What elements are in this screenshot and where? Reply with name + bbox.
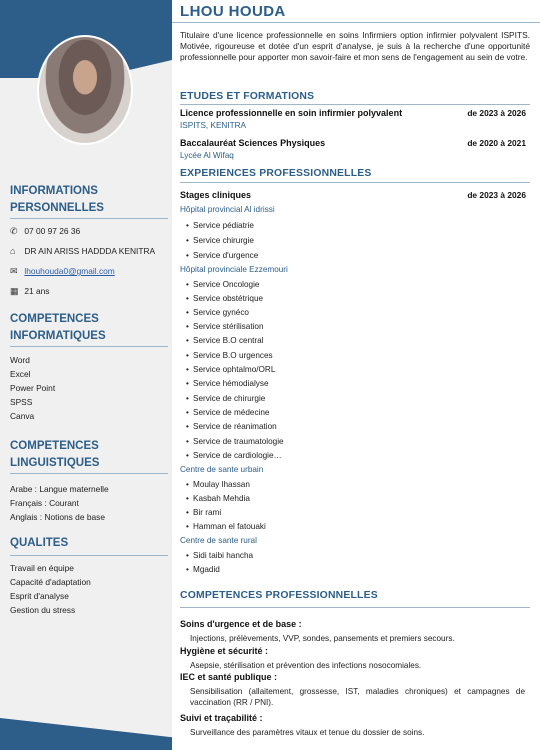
- quality: Gestion du stress: [10, 605, 76, 615]
- list-item: • Moulay lhassan: [186, 480, 250, 489]
- language: Arabe : Langue maternelle: [10, 484, 109, 494]
- education-rule: [180, 104, 530, 105]
- language: Anglais : Notions de base: [10, 512, 105, 522]
- quality: Esprit d'analyse: [10, 591, 69, 601]
- email-link[interactable]: lhouhouda0@gmail.com: [24, 266, 115, 276]
- list-item: • Bir rami: [186, 508, 222, 517]
- age: 21 ans: [24, 286, 50, 296]
- it-skill: Excel: [10, 369, 31, 379]
- age-line: [10, 286, 49, 297]
- main-content: [172, 0, 540, 750]
- school-1: ISPITS, KENITRA: [180, 121, 246, 130]
- qualities-title: QUALITES: [10, 537, 69, 549]
- stages-heading: Stages cliniques: [180, 190, 252, 200]
- list-item: • Service pédiatrie: [186, 221, 254, 230]
- list-item: • Service B.O urgences: [186, 351, 273, 360]
- place-2: Hôpital provinciale Ezzemouri: [180, 265, 288, 274]
- skill-group-text: Sensibilisation (allaitement, grossesse, IST, maladies chroniques) et campagnes de vaccination (RR / PNI).: [190, 687, 525, 707]
- list-item: • Service B.O central: [186, 336, 264, 345]
- list-item: • Kasbah Mehdia: [186, 494, 250, 503]
- name-bar: [172, 0, 540, 22]
- it-skill: SPSS: [10, 397, 33, 407]
- list-item: • Service stérilisation: [186, 322, 264, 331]
- sidebar: [0, 0, 172, 750]
- info-rule: [10, 218, 168, 219]
- qualities-rule: [10, 555, 168, 556]
- list-item: • Service ophtalmo/ORL: [186, 365, 276, 374]
- skill-group-text: Injections, prélèvements, VVP, sondes, pansements et premiers secours.: [190, 634, 455, 643]
- it-rule: [10, 346, 168, 347]
- name-rule: [172, 22, 540, 23]
- phone: 07 00 97 26 36: [24, 226, 81, 236]
- list-item: • Service de chirurgie: [186, 394, 266, 403]
- list-item: • Service d'urgence: [186, 251, 259, 260]
- lang-rule: [10, 473, 168, 474]
- list-item: • Service Oncologie: [186, 280, 260, 289]
- it-skill: Canva: [10, 411, 35, 421]
- avatar: [37, 35, 133, 145]
- list-item: • Service de réanimation: [186, 422, 277, 431]
- list-item: • Mgadid: [186, 565, 220, 574]
- list-item: • Service hémodialyse: [186, 379, 269, 388]
- candidate-name: LHOU HOUDA: [180, 3, 286, 20]
- place-4: Centre de sante rural: [180, 536, 257, 545]
- sidebar-footer-band: [0, 718, 172, 750]
- degree-1-dates: de 2023 à 2026: [467, 108, 526, 118]
- skill-group-title: Suivi et traçabilité :: [180, 713, 263, 723]
- language: Français : Courant: [10, 498, 79, 508]
- lang-title: COMPETENCES LINGUISTIQUES: [10, 440, 100, 469]
- it-skill: Power Point: [10, 383, 56, 393]
- place-1: Hôpital provincial Al idrissi: [180, 205, 275, 214]
- quality: Travail en équipe: [10, 563, 74, 573]
- degree-1: Licence professionnelle en soin infirmier polyvalent: [180, 108, 403, 118]
- list-item: • Service obstétrique: [186, 294, 264, 303]
- phone-line: [10, 226, 80, 237]
- skills-rule: [180, 607, 530, 608]
- address: DR AIN ARISS HADDDA KENITRA: [24, 246, 156, 256]
- experience-rule: [180, 182, 530, 183]
- degree-2-dates: de 2020 à 2021: [467, 138, 526, 148]
- list-item: • Sidi taibi hancha: [186, 551, 254, 560]
- experience-title: EXPERIENCES PROFESSIONNELLES: [180, 168, 372, 179]
- phone-icon: ✆: [10, 226, 18, 236]
- list-item: • Service de cardiologie…: [186, 451, 282, 460]
- calendar-icon: ▦: [10, 286, 19, 296]
- it-skill: Word: [10, 355, 30, 365]
- school-2: Lycée Al Wifaq: [180, 151, 234, 160]
- list-item: • Service gynéco: [186, 308, 249, 317]
- skill-group-title: Hygiène et sécurité :: [180, 646, 269, 656]
- degree-2: Baccalauréat Sciences Physiques: [180, 138, 326, 148]
- skill-group-title: IEC et santé publique :: [180, 672, 278, 682]
- intro-text: Titulaire d'une licence professionnelle en soins Infirmiers option infirmier polyvalent ISPITS. Motivée, rigoureuse et dotée d'un esprit d'analyse, je suis à la recherche d'une opportunité professionnelle pour apporter mon savoir-faire et mon sens de l'engagement au sein de votre.: [180, 30, 530, 63]
- list-item: • Service de médecine: [186, 408, 270, 417]
- stages-dates: de 2023 à 2026: [467, 190, 526, 200]
- quality: Capacité d'adaptation: [10, 577, 91, 587]
- it-title: COMPETENCES INFORMATIQUES: [10, 313, 106, 342]
- skill-group-text: Asepsie, stérilisation et prévention des infections nosocomiales.: [190, 661, 422, 669]
- list-item: • Service de traumatologie: [186, 437, 284, 446]
- home-icon: ⌂: [10, 246, 16, 256]
- skills-title: COMPETENCES PROFESSIONNELLES: [180, 590, 378, 601]
- skill-group-text: Surveillance des paramètres vitaux et tenue du dossier de soins.: [190, 728, 425, 737]
- email-line: [10, 266, 115, 277]
- address-line: [10, 246, 155, 257]
- skill-group-title: Soins d'urgence et de base :: [180, 619, 302, 629]
- mail-icon: ✉: [10, 266, 18, 276]
- list-item: • Hamman el fatouaki: [186, 522, 266, 531]
- info-title: INFORMATIONS PERSONNELLES: [10, 185, 104, 214]
- list-item: • Service chirurgie: [186, 236, 254, 245]
- place-3: Centre de sante urbain: [180, 465, 264, 474]
- education-title: ETUDES ET FORMATIONS: [180, 91, 315, 102]
